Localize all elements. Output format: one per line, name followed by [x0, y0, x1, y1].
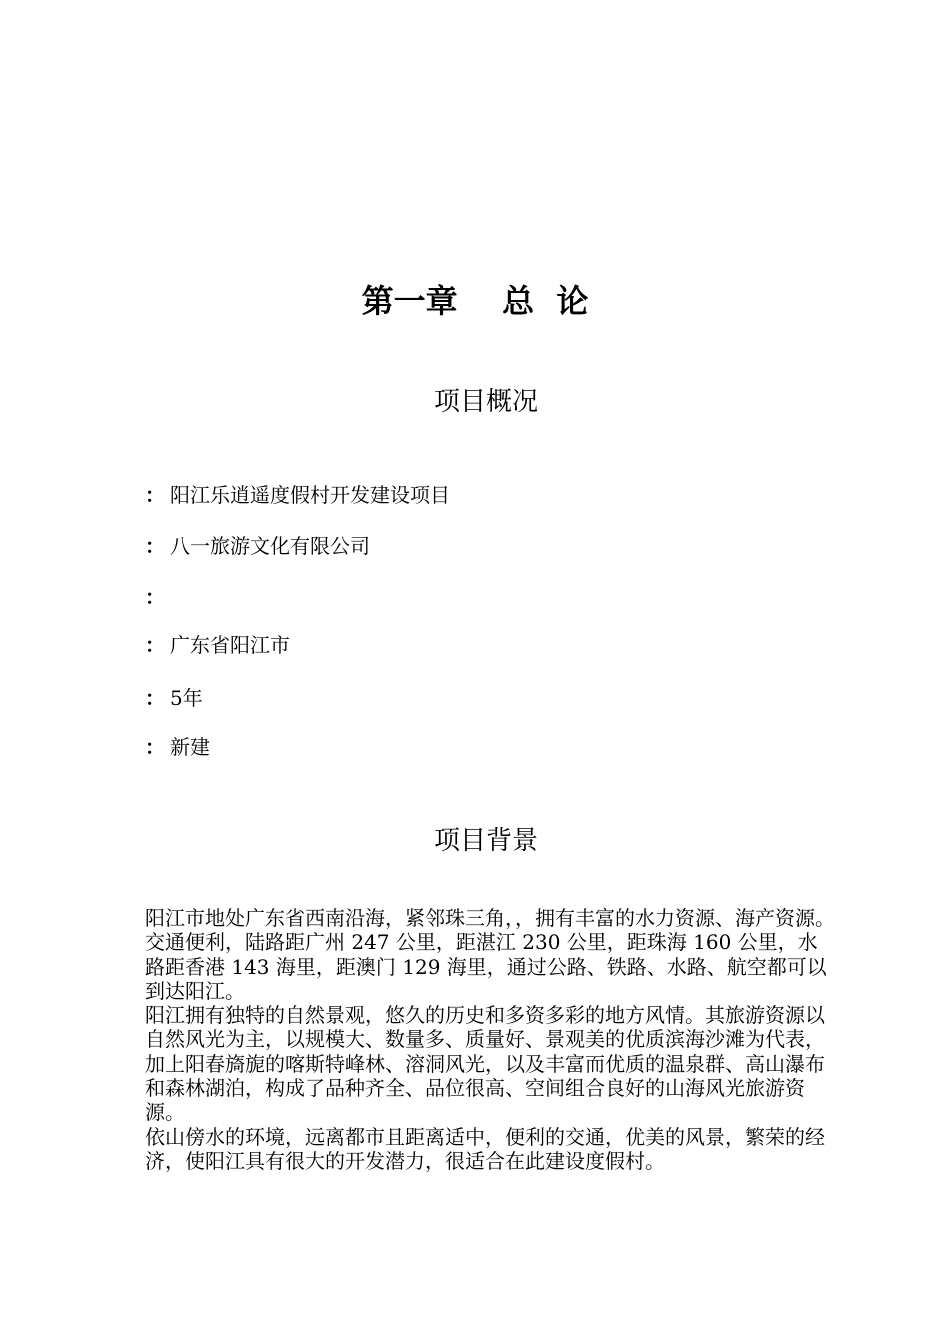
- background-paragraph: 阳江市地处广东省西南沿海，紧邻珠三角，，拥有丰富的水力资源、海产资源。交通便利，陆路距广州 247 公里，距湛江 230 公里，距珠海 160 公里，水路距香港 143 海里，距澳门 129 海里，通过公路、铁路、水路、航空都可以到达阳江。: [145, 906, 835, 1003]
- overview-colon: ：: [145, 686, 165, 710]
- overview-colon: ：: [145, 735, 165, 759]
- overview-value: 5年: [170, 686, 203, 710]
- overview-item-period: [145, 683, 203, 713]
- overview-colon: ：: [145, 633, 165, 657]
- chapter-title: 第一章 总 论: [361, 282, 589, 320]
- overview-value: 新建: [170, 735, 210, 759]
- background-body: [145, 906, 835, 1173]
- overview-heading: 项目概况: [433, 387, 538, 417]
- overview-item-company: [145, 531, 370, 561]
- overview-item-blank: [145, 582, 170, 612]
- overview-value: 阳江乐逍遥度假村开发建设项目: [170, 483, 450, 507]
- background-paragraph: 依山傍水的环境，远离都市且距离适中，便利的交通，优美的风景，繁荣的经济，使阳江具有很大的开发潜力，很适合在此建设度假村。: [145, 1124, 825, 1173]
- overview-value: 广东省阳江市: [170, 633, 290, 657]
- overview-value: 八一旅游文化有限公司: [170, 534, 370, 558]
- background-heading: 项目背景: [433, 826, 538, 856]
- overview-item-type: [145, 732, 210, 762]
- background-paragraph: 阳江拥有独特的自然景观，悠久的历史和多资多彩的地方风情。其旅游资源以自然风光为主，以规模大、数量多、质量好、景观美的优质滨海沙滩为代表，加上阳春旖旎的喀斯特峰林、溶洞风光，以及丰富而优质的温泉群、高山瀑布和森林湖泊，构成了品种齐全、品位很高、空间组合良好的山海风光旅游资源。: [145, 1003, 825, 1125]
- overview-item-project-name: [145, 480, 450, 510]
- overview-item-location: [145, 630, 290, 660]
- overview-colon: ：: [145, 585, 165, 609]
- overview-colon: ：: [145, 534, 165, 558]
- overview-colon: ：: [145, 483, 165, 507]
